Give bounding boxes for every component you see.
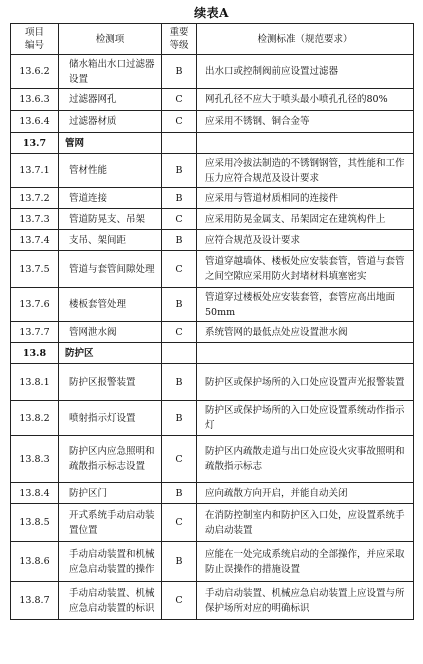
row-code: 13.7.2: [11, 188, 59, 209]
row-standard: 应采用不锈钢、铜合金等: [197, 111, 414, 133]
table-row: [11, 209, 414, 230]
table-body: [11, 55, 414, 620]
row-code: 13.6.4: [11, 111, 59, 133]
header-inspection-standard: 检测标准（规范要求）: [197, 24, 414, 55]
row-standard: 手动启动装置、机械应急启动装置上应设置与所保护场所对应的明确标识: [197, 582, 414, 620]
row-code: 13.8.3: [11, 436, 59, 483]
table-row: [11, 582, 414, 620]
row-item: 喷射指示灯设置: [59, 401, 162, 436]
row-code: 13.8: [11, 343, 59, 364]
row-standard: 应符合规范及设计要求: [197, 230, 414, 251]
row-standard: 防护区或保护场所的入口处应设置声光报警装置: [197, 364, 414, 401]
row-code: 13.8.2: [11, 401, 59, 436]
header-item-number: 项目 编号: [11, 24, 59, 55]
row-item: 防护区报警装置: [59, 364, 162, 401]
row-code: 13.8.6: [11, 542, 59, 582]
row-code: 13.7.3: [11, 209, 59, 230]
row-grade: C: [162, 251, 197, 288]
row-code: 13.7.5: [11, 251, 59, 288]
table-row: [11, 542, 414, 582]
row-grade: C: [162, 322, 197, 343]
row-standard: 管道穿越墙体、楼板处应安装套管，管道与套管之间空隙应采用防火封堵材料填塞密实: [197, 251, 414, 288]
row-standard: 在消防控制室内和防护区入口处，应设置系统手动启动装置: [197, 504, 414, 542]
table-row: [11, 483, 414, 504]
inspection-table: [10, 23, 414, 620]
row-standard: 网孔孔径不应大于喷头最小喷孔孔径的80%: [197, 89, 414, 111]
table-header-row: [11, 24, 414, 55]
row-standard: 应采用与管道材质相同的连接件: [197, 188, 414, 209]
row-standard: 应向疏散方向开启，并能自动关闭: [197, 483, 414, 504]
row-standard: [197, 343, 414, 364]
row-item: 管道与套管间隙处理: [59, 251, 162, 288]
row-grade: B: [162, 154, 197, 188]
row-item: 手动启动装置、机械应急启动装置的标识: [59, 582, 162, 620]
table-row: [11, 504, 414, 542]
row-code: 13.8.1: [11, 364, 59, 401]
row-code: 13.8.7: [11, 582, 59, 620]
row-item: 过滤器网孔: [59, 89, 162, 111]
row-standard: 系统管网的最低点处应设置泄水阀: [197, 322, 414, 343]
row-code: 13.6.2: [11, 55, 59, 89]
table-row: [11, 401, 414, 436]
row-standard: [197, 133, 414, 154]
row-item: 支吊、架间距: [59, 230, 162, 251]
table-caption: 续表A: [194, 6, 229, 20]
row-code: 13.7.4: [11, 230, 59, 251]
row-grade: B: [162, 483, 197, 504]
row-item: 管道连接: [59, 188, 162, 209]
row-grade: C: [162, 582, 197, 620]
row-item: 过滤器材质: [59, 111, 162, 133]
row-standard: 应采用冷拔法制造的不锈钢钢管，其性能和工作压力应符合规范及设计要求: [197, 154, 414, 188]
row-grade: [162, 343, 197, 364]
row-standard: 出水口或控制阀前应设置过滤器: [197, 55, 414, 89]
row-code: 13.7: [11, 133, 59, 154]
row-standard: 防护区内疏散走道与出口处应设火灾事故照明和疏散指示标志: [197, 436, 414, 483]
section-row: [11, 133, 414, 154]
row-code: 13.6.3: [11, 89, 59, 111]
row-code: 13.7.1: [11, 154, 59, 188]
table-row: [11, 230, 414, 251]
table-row: [11, 89, 414, 111]
row-item: 管材性能: [59, 154, 162, 188]
table-row: [11, 288, 414, 322]
row-item: 开式系统手动启动装置位置: [59, 504, 162, 542]
row-standard: 应能在一处完成系统启动的全部操作，并应采取防止误操作的措施设置: [197, 542, 414, 582]
row-standard: 应采用防晃金属支、吊架固定在建筑构件上: [197, 209, 414, 230]
row-grade: B: [162, 288, 197, 322]
row-grade: B: [162, 188, 197, 209]
header-inspection-item: 检测项: [59, 24, 162, 55]
table-row: [11, 251, 414, 288]
table-row: [11, 111, 414, 133]
row-grade: B: [162, 542, 197, 582]
row-standard: 管道穿过楼板处应安装套管，套管应高出地面50mm: [197, 288, 414, 322]
row-item: 管道防晃支、吊架: [59, 209, 162, 230]
row-grade: C: [162, 89, 197, 111]
row-item: 管网: [59, 133, 162, 154]
table-row: [11, 322, 414, 343]
section-row: [11, 343, 414, 364]
row-grade: B: [162, 401, 197, 436]
row-item: 防护区: [59, 343, 162, 364]
row-item: 手动启动装置和机械应急启动装置的操作: [59, 542, 162, 582]
row-grade: C: [162, 504, 197, 542]
table-row: [11, 55, 414, 89]
row-code: 13.7.7: [11, 322, 59, 343]
row-item: 管网泄水阀: [59, 322, 162, 343]
row-grade: C: [162, 436, 197, 483]
table-row: [11, 436, 414, 483]
row-item: 储水箱出水口过滤器设置: [59, 55, 162, 89]
row-grade: [162, 133, 197, 154]
table-row: [11, 188, 414, 209]
table-row: [11, 364, 414, 401]
row-grade: C: [162, 111, 197, 133]
table-row: [11, 154, 414, 188]
row-grade: C: [162, 209, 197, 230]
row-item: 防护区内应急照明和疏散指示标志设置: [59, 436, 162, 483]
header-importance-grade: 重要 等级: [162, 24, 197, 55]
row-grade: B: [162, 55, 197, 89]
row-code: 13.7.6: [11, 288, 59, 322]
row-item: 楼板套管处理: [59, 288, 162, 322]
row-code: 13.8.5: [11, 504, 59, 542]
row-grade: B: [162, 364, 197, 401]
row-grade: B: [162, 230, 197, 251]
row-item: 防护区门: [59, 483, 162, 504]
row-code: 13.8.4: [11, 483, 59, 504]
row-standard: 防护区或保护场所的入口处应设置系统动作指示灯: [197, 401, 414, 436]
